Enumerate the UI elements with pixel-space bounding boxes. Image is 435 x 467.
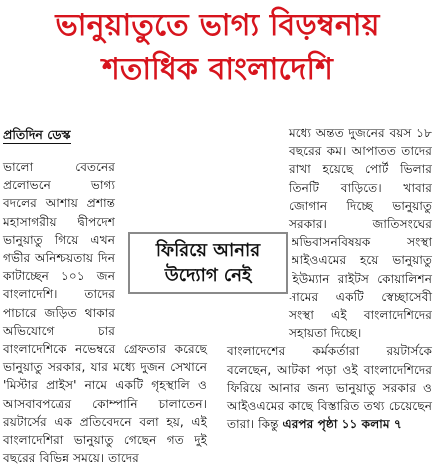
article-paragraph-2-text: মধ্যে অন্তত দুজনের বয়স ১৮ বছরের কম। আপাতত তাদের রাখা হয়েছে পোর্ট ভিলার তিনটি বাড়িতে। খাবার জোগান দিচ্ছে ভানুয়াতু সরকার। জাতিসংঘের অভিবাসনবিষয়ক সংস্থা আইওএমের হয়ে ভানুয়াতু হিউম্যান রাইটস কোয়ালিশন নামের একটি স্বেচ্ছাসেবী সংস্থা এই বাংলাদেশিদের সহায়তা দিচ্ছে।: [289, 126, 432, 341]
headline-line-1: ভানুয়াতুতে ভাগ্য বিড়ম্বনায়: [55, 8, 380, 43]
pullquote-box: [128, 232, 288, 294]
continuation-note: এরপর পৃষ্ঠা ১১ কলাম ৭: [282, 417, 402, 432]
article-paragraph-3: [227, 342, 432, 433]
byline: প্রতিদিন ডেস্ক: [3, 127, 71, 142]
article-paragraph-3-text: বাংলাদেশের কর্মকর্তারা রয়টার্সকে বলেছেন, আটকা পড়া ওই বাংলাদেশিদের ফিরিয়ে আনার জন্য ভানুয়াতু সরকার ও আইওএমের কাছে বিস্তারিত তথ্য চেয়েছেন তারা। কিন্তু: [227, 344, 432, 432]
headline: [0, 4, 435, 92]
article-paragraph-1-text: ভালো বেতনের প্রলোভনে ভাগ্য বদলের আশায় প্রশান্ত মহাসাগরীয় দ্বীপদেশ ভানুয়াতু গিয়ে এখন গভীর অনিশ্চয়তায় দিন কাটাচ্ছেন ১০১ জন বাংলাদেশি। তাদের পাচারে জড়িত থাকার অভিযোগে চার বাংলাদেশিকে নভেম্বরে গ্রেফতার করেছে ভানুয়াতু সরকার, যার মধ্যে দুজন সেখানে 'মিস্টার প্রাইস' নামে একটি গৃহস্থালি ও আসবাবপত্রের কোম্পানি চালাতেন। রয়টার্সের এক প্রতিবেদনে বলা হয়, এই বাংলাদেশিরা ভানুয়াতু গেছেন গত দুই বছরের বিভিন্ন সময়ে। তাদের: [3, 160, 207, 466]
article-paragraph-1: [3, 158, 207, 467]
pullquote-line-2: উদ্যোগ নেই: [164, 265, 252, 286]
headline-line-2: শতাধিক বাংলাদেশি: [101, 52, 334, 87]
pullquote-line-1: ফিরিয়ে আনার: [155, 240, 261, 261]
